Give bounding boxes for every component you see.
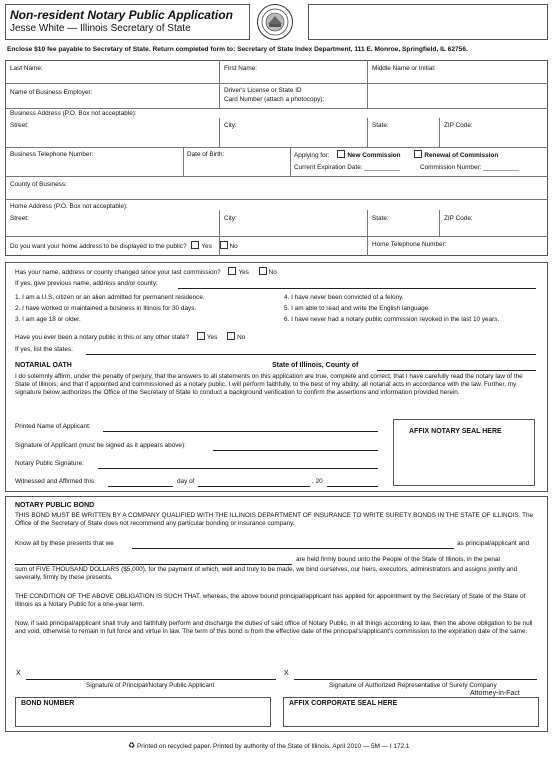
bond-condition: THE CONDITION OF THE ABOVE OBLIGATION IS SUCH THAT, whereas, the above bound principal/applicant has applied for appointment by the Secretary of State of the State of Illinois as a Notary Public for a one-year term.	[15, 593, 526, 608]
printed-name-line[interactable]	[103, 431, 378, 432]
list-states-line[interactable]	[86, 354, 536, 355]
no-label: No	[229, 243, 238, 250]
applying-for-label: Applying for:	[294, 152, 330, 159]
bond-number-label: BOND NUMBER	[21, 700, 75, 707]
bond-sum: sum of FIVE THOUSAND DOLLARS ($5,000), for the payment of which, well and truly to be made, we bind ourselves, our heirs, executors, administrators and assigns jointly and severally, firmly by these presents.	[15, 566, 518, 581]
new-commission-label: New Commission	[347, 152, 401, 159]
oath-title: NOTARIAL OATH	[15, 362, 72, 369]
witnessed-year-line[interactable]	[327, 486, 378, 487]
no-label: No	[268, 269, 277, 276]
bond-held-label: are held firmly bound unto the People of the State of Illinois, in the penal	[296, 556, 500, 563]
bond-principal-line[interactable]	[132, 548, 454, 549]
enclose-instructions: Enclose $10 fee payable to Secretary of State. Return completed form to: Secretary of State Index Department, 111 E. Monroe, Springfield, IL 62756.	[7, 46, 468, 53]
day-of-label: day of	[177, 478, 195, 485]
signature-label: Signature of Applicant (must be signed as it appears above):	[15, 442, 186, 449]
home-address-label: Home Address (P.O. Box not acceptable):	[10, 203, 128, 210]
bond-know-label: Know all by these presents that we	[15, 540, 114, 547]
home-display-question: Do you want your home address to be displayed to the public?	[10, 243, 187, 250]
statement-6: 6. I have never had a notary public commission revoked in the last 10 years.	[284, 316, 500, 323]
middle-name-label: Middle Name or Initial:	[372, 65, 436, 72]
yes-label: Yes	[206, 334, 218, 341]
surety-x-mark: X	[284, 670, 289, 677]
bond-now: Now, if said principal/applicant shall truly and faithfully perform and discharge the duties of said office of Notary Public, in all things according to law, then the above obligation to be null and void, otherwise to remain in full force and virtue in law. The term of this bond is from the effective date of the principal's/applicant's commission to the expiration date of the same.	[15, 620, 533, 635]
footer-text: Printed on recycled paper. Printed by authority of the State of Illinois. April 2010 — 5M — I 172.1	[136, 743, 410, 750]
new-commission-checkbox[interactable]	[337, 150, 345, 158]
office-use-box	[308, 4, 548, 40]
previous-info-label: If yes, give previous name, address and/or county:	[15, 280, 158, 287]
bond-surety-line[interactable]	[15, 564, 292, 565]
business-employer-label: Name of Business Employer:	[10, 89, 93, 96]
home-display-yes-checkbox[interactable]	[191, 241, 199, 249]
yes-label: Yes	[238, 269, 249, 276]
business-city-label: City:	[224, 122, 237, 129]
commission-number-label: Commission Number: __________	[420, 164, 519, 171]
statement-3: 3. I am age 18 or older.	[15, 316, 81, 323]
notary-signature-line[interactable]	[98, 468, 378, 469]
statement-5: 5. I am able to read and write the English language.	[284, 305, 431, 312]
notary-signature-label: Notary Public Signature:	[15, 460, 84, 467]
statement-4: 4. I have never been convicted of a felony.	[284, 294, 404, 301]
year-label: , 20	[312, 478, 323, 485]
home-city-label: City:	[224, 215, 237, 222]
home-phone-label: Home Telephone Number:	[372, 241, 447, 248]
other-state-no-checkbox[interactable]	[227, 332, 235, 340]
oath-state-county: State of Illinois, County of	[272, 362, 359, 369]
statement-2: 2. I have worked or maintained a business in Illinois for 30 days.	[15, 305, 197, 312]
witnessed-month-line[interactable]	[198, 486, 310, 487]
current-expiration-label: Current Expiration Date: __________	[294, 164, 400, 171]
business-street-label: Street:	[10, 122, 29, 129]
home-display-row	[10, 241, 238, 251]
witnessed-label: Witnessed and Affirmed this	[15, 478, 95, 485]
corporate-seal-label: AFFIX CORPORATE SEAL HERE	[289, 700, 398, 707]
witnessed-day-line[interactable]	[108, 486, 173, 487]
surety-signature-label: Signature of Authorized Representative of Surety Company	[329, 682, 497, 689]
bond-title: NOTARY PUBLIC BOND	[15, 502, 95, 509]
changed-question: Has your name, address or county changed since your last commission?	[15, 269, 221, 276]
changed-yes-checkbox[interactable]	[228, 267, 236, 275]
bond-principal-label: as principal/applicant and	[457, 540, 530, 547]
form-title: Non-resident Notary Public Application	[10, 8, 233, 22]
previous-info-line[interactable]	[178, 288, 536, 289]
notary-seal-label: AFFIX NOTARY SEAL HERE	[409, 428, 502, 435]
home-street-label: Street:	[10, 215, 29, 222]
principal-x-mark: X	[16, 670, 21, 677]
business-state-label: State:	[372, 122, 389, 129]
attorney-in-fact-label: Attorney-in-Fact	[470, 690, 520, 697]
list-states-label: If yes, list the states:	[15, 346, 73, 353]
county-business-label: County of Business:	[10, 181, 67, 188]
no-label: No	[237, 334, 246, 341]
other-state-question: Have you ever been a notary public in this or any other state?	[15, 334, 190, 341]
license-label-1: Driver's License or State ID	[224, 87, 302, 94]
changed-row	[15, 267, 277, 277]
license-label-2: Card Number (attach a photocopy):	[224, 96, 325, 103]
last-name-label: Last Name:	[10, 65, 43, 72]
home-state-label: State:	[372, 215, 389, 222]
yes-label: Yes	[201, 243, 212, 250]
form-subtitle: Jesse White — Illinois Secretary of State	[10, 23, 191, 34]
business-zip-label: ZIP Code:	[444, 122, 473, 129]
principal-signature-line[interactable]	[26, 679, 276, 680]
applying-for-row	[294, 150, 498, 160]
changed-no-checkbox[interactable]	[259, 267, 267, 275]
other-state-yes-checkbox[interactable]	[197, 332, 205, 340]
renewal-checkbox[interactable]	[414, 150, 422, 158]
printed-name-label: Printed Name of Applicant:	[15, 423, 91, 430]
home-display-no-checkbox[interactable]	[220, 241, 228, 249]
business-phone-label: Business Telephone Number:	[10, 151, 94, 158]
surety-signature-line[interactable]	[294, 679, 537, 680]
bond-intro: THIS BOND MUST BE WRITTEN BY A COMPANY QUALIFIED WITH THE ILLINOIS DEPARTMENT OF INSURANCE TO WRITE SURETY BONDS IN THE STATE OF ILLINOIS. The Office of the Secretary of State does not recommend any particular bonding or insurance company.	[15, 512, 534, 527]
home-zip-label: ZIP Code:	[444, 215, 473, 222]
oath-county-line[interactable]	[377, 370, 536, 371]
first-name-label: First Name:	[224, 65, 258, 72]
dob-label: Date of Birth:	[187, 151, 225, 158]
signature-line[interactable]	[213, 450, 378, 451]
recycle-icon: ♻	[128, 741, 136, 750]
renewal-label: Renewal of Commission	[424, 152, 499, 159]
business-address-label: Business Address (P.O. Box not acceptable):	[10, 110, 137, 117]
principal-signature-label: Signature of Principal/Notary Public Applicant	[86, 682, 215, 689]
oath-text: I do solemnly affirm, under the penalty of perjury, that the answers to all statements on this application are true, complete and correct; that I have carefully read the notary law of the State of Illinois; and that if appointed and commissioned as a notary public, I will perform faithfully, to the best of my ability, all notarial acts in accordance with the law. Further, my signature below authorizes the Office of the Secretary of State to conduct a background verification to confirm the assertions and information provided herein.	[15, 373, 523, 396]
statement-1: 1. I am a U.S. citizen or an alien admitted for permanent residence.	[15, 294, 205, 301]
state-seal-icon	[256, 3, 294, 41]
footer	[128, 741, 409, 751]
other-state-row	[15, 332, 245, 342]
